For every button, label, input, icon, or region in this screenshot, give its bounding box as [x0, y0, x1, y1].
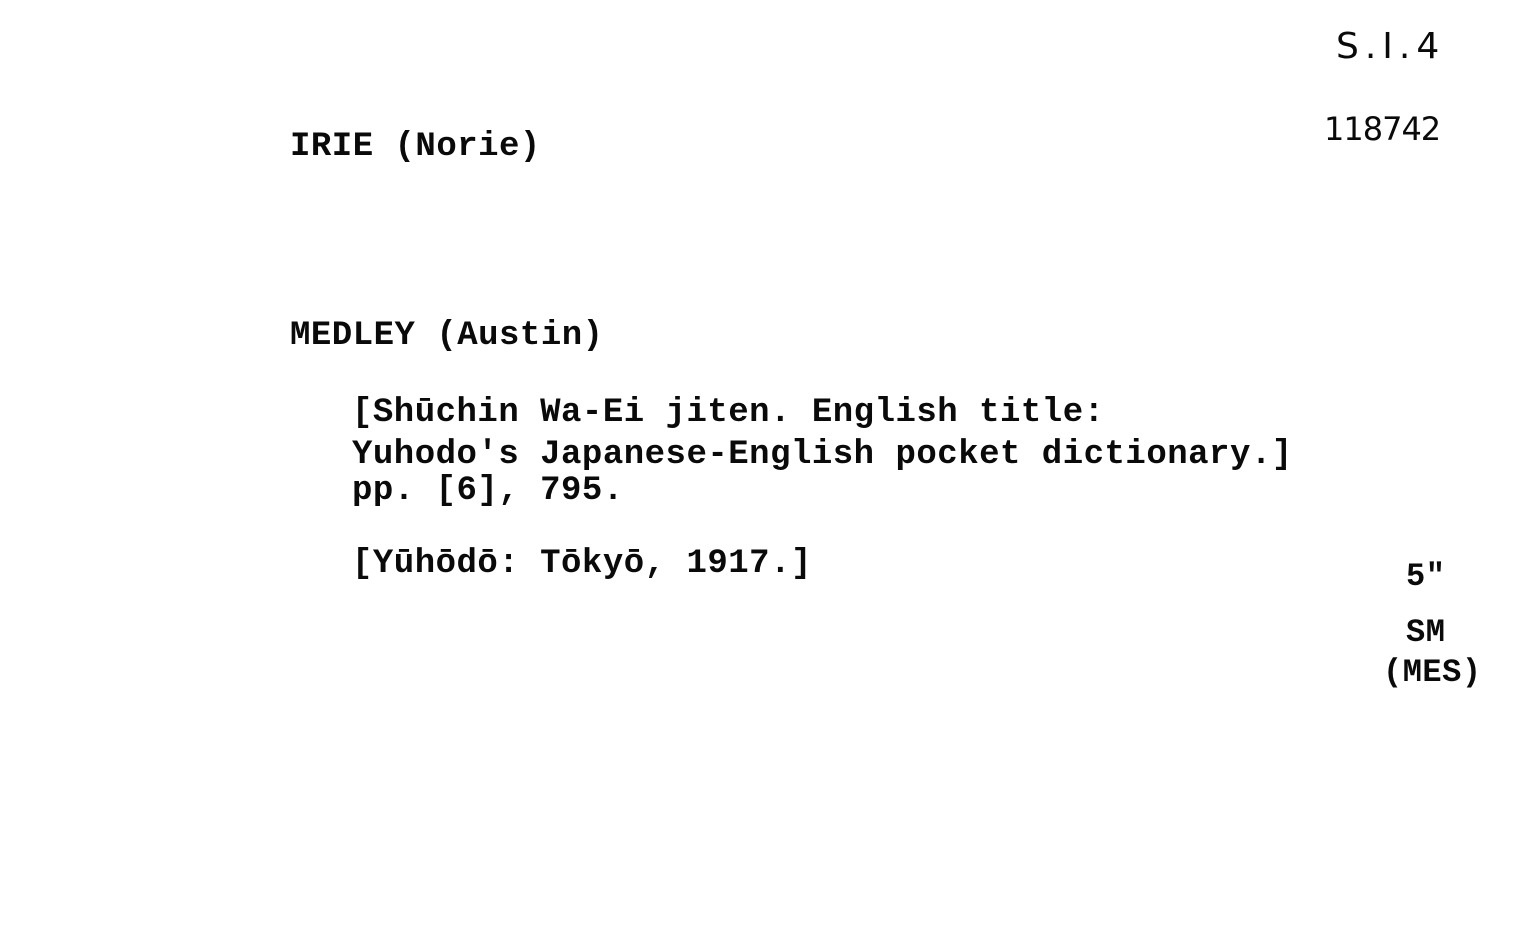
location-note: (MES) [1383, 654, 1482, 691]
location-code: SM [1406, 614, 1446, 651]
accession-number: 118742 [1324, 110, 1441, 148]
title-line-1: [Shūchin Wa-Ei jiten. English title: [352, 394, 1105, 432]
title-line-2: Yuhodo's Japanese-English pocket dictionary.] [352, 436, 1293, 474]
size-note: 5" [1406, 558, 1446, 595]
heading-entry-medley: MEDLEY (Austin) [290, 317, 604, 355]
heading-entry-irie: IRIE (Norie) [290, 128, 541, 166]
pagination: pp. [6], 795. [352, 472, 624, 510]
imprint: [Yūhōdō: Tōkyō, 1917.] [352, 545, 812, 583]
shelfmark: S.I.4 [1336, 26, 1446, 67]
